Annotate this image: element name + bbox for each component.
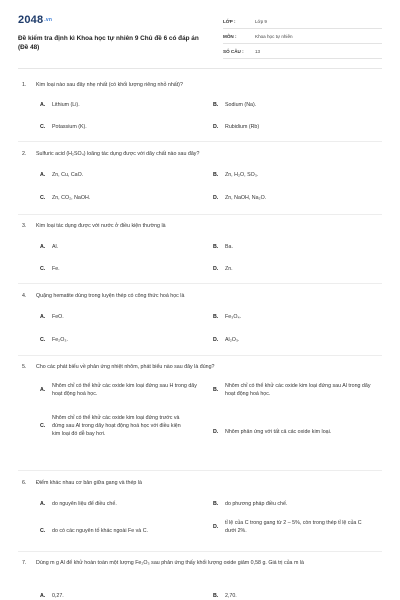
option-letter: B. xyxy=(213,593,219,599)
option-text: Ba. xyxy=(225,244,233,250)
exam-title: Đề kiểm tra định kì Khoa học tự nhiên 9 Chủ đề 6 có đáp án (Đề 48) xyxy=(18,35,199,51)
option[interactable] xyxy=(40,123,190,131)
option-letter: A. xyxy=(40,314,46,320)
question-divider xyxy=(18,141,382,142)
logo-text: 2048 xyxy=(18,14,44,26)
option[interactable] xyxy=(213,123,378,131)
question-text: Sulfuric acid (H₂SO₄) loãng tác dụng được với dãy chất nào sau đây? xyxy=(36,151,200,157)
option-letter: B. xyxy=(213,102,219,108)
option-letter: A. xyxy=(40,102,46,108)
question-3 xyxy=(22,222,378,231)
question-text: Kim loại nào sau đây nhẹ nhất (có khối lượng riêng nhỏ nhất)? xyxy=(36,82,183,88)
question-stem xyxy=(22,363,378,372)
option[interactable] xyxy=(40,243,190,251)
option-text: Fe. xyxy=(52,266,60,272)
option-letter: C. xyxy=(40,528,46,534)
question-stem xyxy=(22,292,378,301)
question-7 xyxy=(22,559,378,568)
option-text: Nhôm chỉ có thể khử các oxide kim loại đứng sau H trong dãy hoạt động hoá học. xyxy=(52,383,197,397)
option-text: Sodium (Na). xyxy=(225,102,257,108)
option[interactable] xyxy=(40,414,208,438)
option-text: Fe₃O₄. xyxy=(225,314,242,320)
option[interactable] xyxy=(213,519,381,535)
option[interactable] xyxy=(40,265,190,273)
option-text: 2,70. xyxy=(225,593,237,599)
question-divider xyxy=(18,551,382,552)
option-text: FeO. xyxy=(52,314,64,320)
question-1 xyxy=(22,81,378,90)
option[interactable] xyxy=(40,527,208,535)
meta-label: LỚP : xyxy=(223,18,236,24)
question-4 xyxy=(22,292,378,301)
option-letter: C. xyxy=(40,337,46,343)
question-5 xyxy=(22,363,378,372)
option[interactable] xyxy=(40,500,208,508)
option-letter: A. xyxy=(40,501,46,507)
option[interactable] xyxy=(213,336,378,344)
option-text: Nhôm chỉ có thể khử các oxide kim loại đứng trước và đứng sau Al trong dãy hoạt động hoá học với điều kiện kim loại đó dễ bay hơi. xyxy=(52,415,181,437)
option-letter: A. xyxy=(40,593,46,599)
option-letter: A. xyxy=(40,387,46,393)
option-text: Nhôm phản ứng với tất cả các oxide kim loại. xyxy=(225,429,332,435)
option-letter: C. xyxy=(40,124,46,130)
question-number: 2. xyxy=(22,151,27,157)
option-text: do phương pháp điều chế. xyxy=(225,501,288,507)
option-text: do có các nguyên tố khác ngoài Fe và C. xyxy=(52,528,148,534)
option-text: tỉ lệ của C trong gang từ 2 – 5%, còn trong thép tỉ lệ của C dưới 2%. xyxy=(225,520,362,534)
question-text: Dùng m g Al để khử hoàn toàn một lượng Fe₂O₃ sau phản ứng thấy khối lượng oxide giảm 0,58 g. Giá trị của m là xyxy=(36,560,304,566)
option-text: Zn, CO₂, NaOH. xyxy=(52,195,91,201)
meta-label: SỐ CÂU : xyxy=(223,48,244,54)
option-text: Zn. xyxy=(225,266,233,272)
option-letter: B. xyxy=(213,387,219,393)
option-text: Potassium (K). xyxy=(52,124,87,130)
option[interactable] xyxy=(213,382,381,398)
header-divider xyxy=(18,68,382,69)
meta-label: MÔN : xyxy=(223,33,237,39)
option[interactable] xyxy=(213,500,381,508)
option[interactable] xyxy=(213,265,378,273)
option-letter: D. xyxy=(213,337,219,343)
option-letter: A. xyxy=(40,172,46,178)
question-stem xyxy=(22,150,378,159)
option[interactable] xyxy=(213,313,378,321)
option[interactable] xyxy=(40,592,190,600)
option-text: Zn, NaOH, Na₂O. xyxy=(225,195,267,201)
option-text: Fe₂O₃. xyxy=(52,337,68,343)
question-number: 7. xyxy=(22,560,27,566)
option[interactable] xyxy=(213,101,378,109)
option-letter: D. xyxy=(213,429,219,435)
question-number: 4. xyxy=(22,293,27,299)
option-text: do nguyên liệu để điều chế. xyxy=(52,501,117,507)
meta-value: Lớp 9 xyxy=(255,18,267,24)
question-stem xyxy=(22,559,378,568)
question-text: Cho các phát biểu về phản ứng nhiệt nhôm, phát biểu nào sau đây là đúng? xyxy=(36,364,215,370)
option-letter: B. xyxy=(213,172,219,178)
question-text: Điểm khác nhau cơ bản giữa gang và thép là xyxy=(36,480,142,486)
option[interactable] xyxy=(213,592,378,600)
option-letter: D. xyxy=(213,524,219,530)
option-text: Al₂O₃. xyxy=(225,337,240,343)
option[interactable] xyxy=(40,171,190,179)
option-letter: B. xyxy=(213,314,219,320)
question-divider xyxy=(18,355,382,356)
option[interactable] xyxy=(213,194,378,202)
question-number: 6. xyxy=(22,480,27,486)
question-stem xyxy=(22,479,378,488)
option-text: Nhôm chỉ có thể khử các oxide kim loại đứng sau Al trong dãy hoạt động hoá học. xyxy=(225,383,371,397)
option-letter: C. xyxy=(40,195,46,201)
meta-value: Khoa học tự nhiên xyxy=(255,33,293,39)
question-2 xyxy=(22,150,378,159)
option-letter: D. xyxy=(213,266,219,272)
option[interactable] xyxy=(40,101,190,109)
meta-row-subject xyxy=(223,29,382,44)
option-text: Zn, H₂O, SO₃. xyxy=(225,172,259,178)
question-stem xyxy=(22,81,378,90)
option-letter: C. xyxy=(40,266,46,272)
option[interactable] xyxy=(40,194,190,202)
option-letter: D. xyxy=(213,195,219,201)
option[interactable] xyxy=(213,428,381,436)
option-text: 0,27. xyxy=(52,593,64,599)
logo-tld: .vn xyxy=(44,17,53,24)
meta-value: 13 xyxy=(255,48,261,54)
question-6 xyxy=(22,479,378,488)
option-text: Rubidium (Rb) xyxy=(225,124,260,130)
option[interactable] xyxy=(40,313,190,321)
option-text: Lithium (Li). xyxy=(52,102,80,108)
option-letter: A. xyxy=(40,244,46,250)
question-divider xyxy=(18,470,382,471)
option-text: Al. xyxy=(52,244,59,250)
site-logo[interactable] xyxy=(18,14,52,26)
question-text: Quặng hematite dùng trong luyện thép có công thức hoá học là xyxy=(36,293,185,299)
question-stem xyxy=(22,222,378,231)
meta-row-count xyxy=(223,44,382,59)
option[interactable] xyxy=(213,243,378,251)
question-number: 3. xyxy=(22,223,27,229)
question-number: 5. xyxy=(22,364,27,370)
option-letter: B. xyxy=(213,501,219,507)
option[interactable] xyxy=(40,382,208,398)
option-letter: D. xyxy=(213,124,219,130)
option-letter: C. xyxy=(40,423,46,429)
meta-row-class xyxy=(223,14,382,29)
option-letter: B. xyxy=(213,244,219,250)
option[interactable] xyxy=(40,336,190,344)
meta-table xyxy=(223,14,382,59)
question-divider xyxy=(18,283,382,284)
option[interactable] xyxy=(213,171,378,179)
option-text: Zn, Cu, CaO. xyxy=(52,172,84,178)
question-divider xyxy=(18,214,382,215)
question-number: 1. xyxy=(22,82,27,88)
question-text: Kim loại tác dụng được với nước ở điều kiện thường là xyxy=(36,223,166,229)
